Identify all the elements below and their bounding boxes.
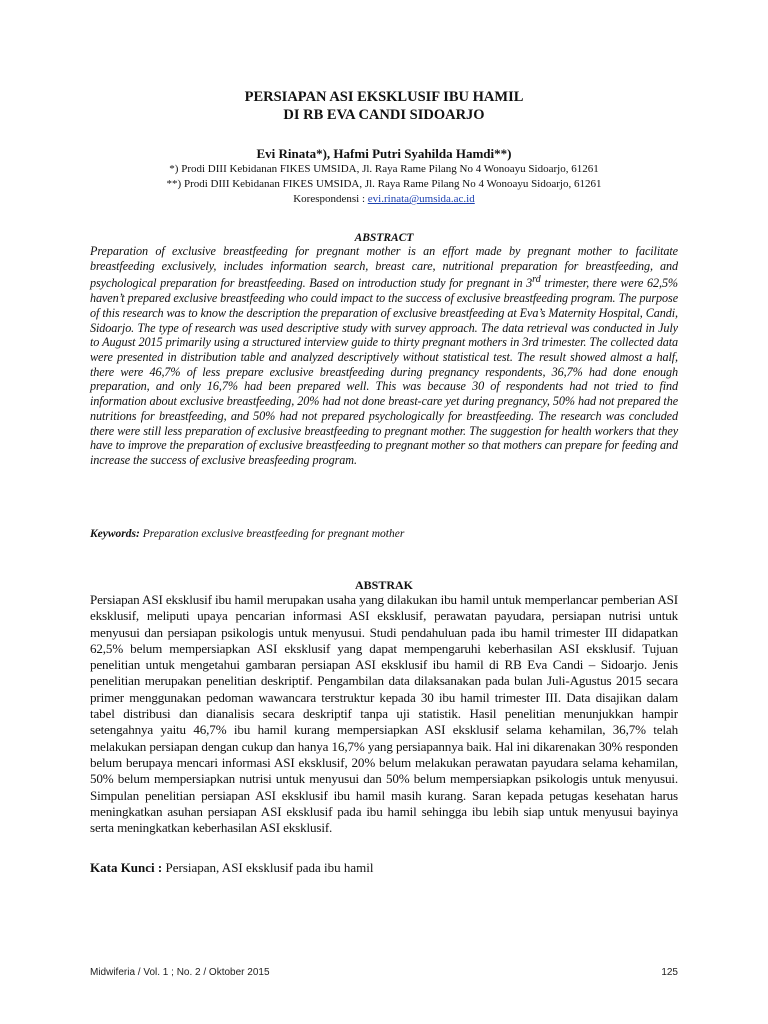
affiliation-2: **) Prodi DIII Kebidanan FIKES UMSIDA, Jl. Raya Rame Pilang No 4 Wonoayu Sidoarjo, 61261 <box>166 178 602 190</box>
affiliation-1: *) Prodi DIII Kebidanan FIKES UMSIDA, Jl. Raya Rame Pilang No 4 Wonoayu Sidoarjo, 61261 <box>169 163 599 175</box>
title-line-1: PERSIAPAN ASI EKSKLUSIF IBU HAMIL <box>244 89 524 105</box>
keywords-label: Keywords: <box>90 528 140 540</box>
affiliations <box>90 162 678 207</box>
paper-title <box>90 88 678 124</box>
keywords-line <box>90 528 678 540</box>
correspondence-email-link[interactable]: evi.rinata@umsida.ac.id <box>367 193 475 205</box>
abstrak-body: Persiapan ASI eksklusif ibu hamil merupakan usaha yang dilakukan ibu hamil untuk memperlancar pemberian ASI eksklusif, meliputi upaya pencarian informasi ASI eksklusif, perawatan payudara, persiapan nutrisi untuk menyusui dan persiapan psikologis untuk menyusui. Studi pendahuluan pada ibu hamil trimester III didapatkan 62,5% belum mempersiapkan ASI eksklusif yang dapat mempengaruhi keberhasilan ASI eksklusif. Tujuan penelitian untuk mengetahui gambaran persiapan ASI eksklusif ibu hamil di RB Eva Candi – Sidoarjo. Jenis penelitian merupakan penelitian deskriptif. Pengambilan data dilaksanakan pada bulan Juli-Agustus 2015 secara primer menggunakan pedoman wawancara terstruktur kepada 30 ibu hamil trimester III. Data disajikan dalam tabel distribusi dan dianalisis secara deskriptif tanpa uji statistik. Hasil penelitian menunjukkan hampir setengahnya yaitu 46,7% ibu hamil kurang mempersiapkan ASI eksklusif selama kehamilan, 36,7% telah melakukan persiapan dengan cukup dan hanya 16,7% yang persiapannya baik. Hal ini dikarenakan 30% responden belum berupaya mencari informasi ASI eksklusif, 20% belum melakukan perawatan payudara selama kehamilan, 50% belum mempersiapkan nutrisi untuk menyusui dan 50% belum mempersiapkan psikologis untuk menyusui. Simpulan penelitian persiapan ASI eksklusif ibu hamil masih kurang. Saran kepada petugas kesehatan harus meningkatkan asuhan persiapan ASI eksklusif pada ibu hamil sehingga ibu lebih siap untuk menyusui bayinya serta meningkatkan keberhasilan ASI eksklusif. <box>90 592 678 836</box>
abstract-text-2: trimester, there were 62,5% haven’t prepared exclusive breastfeeding who could impact to the success of exclusive breastfeeding program. The purpose of this research was to know the description the preparation of exclusive breastfeeding at Eva’s Maternity Hospital, Candi, Sidoarjo. The type of research was used descriptive study with survey approach. The data retrieval was conducted in July to August 2015 primarily using a structured interview guide to thirty pregnant mothers in 3rd trimester. The collected data were presented in distribution table and analyzed descriptively without statistical test. The result showed almost a half, there were 46,7% of less prepare exclusive breastfeeding during pregnancy respondents, 36,7% had done enough preparation, and only 16,7% had been prepared well. This was because 30 of respondents had not tried to find information about exclusive breastfeeding, 20% had not done breast-care yet during pregnancy, 50% had not prepared the nutritions for breastfeeding, and 50% had not prepared psychologically for breastfeeding. The research was concluded there were still less preparation of exclusive breastfeeding to pregnant mother. The suggestion for health workers that they have to improve the preparation of exclusive breastfeeding to pregnant mother so that mothers can prepare for feeding and increase the success of exclusive breasfeeding program. <box>90 276 678 467</box>
correspondence-label: Korespondensi : <box>293 193 368 205</box>
abstract-text-1: Preparation of exclusive breastfeeding for pregnant mother is an effort made by pregnant mother to facilitate breastfeeding exclusively, includes information search, breast care, nutritional preparation for breastfeeding, and psychological preparation for breastfeeding. Based on introduction study for pregnant in 3 <box>90 244 678 291</box>
abstract-superscript: rd <box>532 274 541 286</box>
kata-kunci-text: Persiapan, ASI eksklusif pada ibu hamil <box>162 860 374 875</box>
kata-kunci-label: Kata Kunci : <box>90 860 163 875</box>
kata-kunci-line <box>90 860 678 876</box>
author-list: Evi Rinata*), Hafmi Putri Syahilda Hamdi**) <box>256 146 512 161</box>
keywords-text: Preparation exclusive breastfeeding for pregnant mother <box>139 528 405 540</box>
abstrak-heading: ABSTRAK <box>354 578 413 592</box>
abstract-heading: ABSTRACT <box>354 232 414 244</box>
correspondence <box>90 192 678 207</box>
footer-journal-info: Midwiferia / Vol. 1 ; No. 2 / Oktober 2015 <box>90 967 270 978</box>
title-line-2: DI RB EVA CANDI SIDOARJO <box>283 107 485 123</box>
abstract-body <box>90 244 678 468</box>
footer-page-number: 125 <box>661 967 678 978</box>
